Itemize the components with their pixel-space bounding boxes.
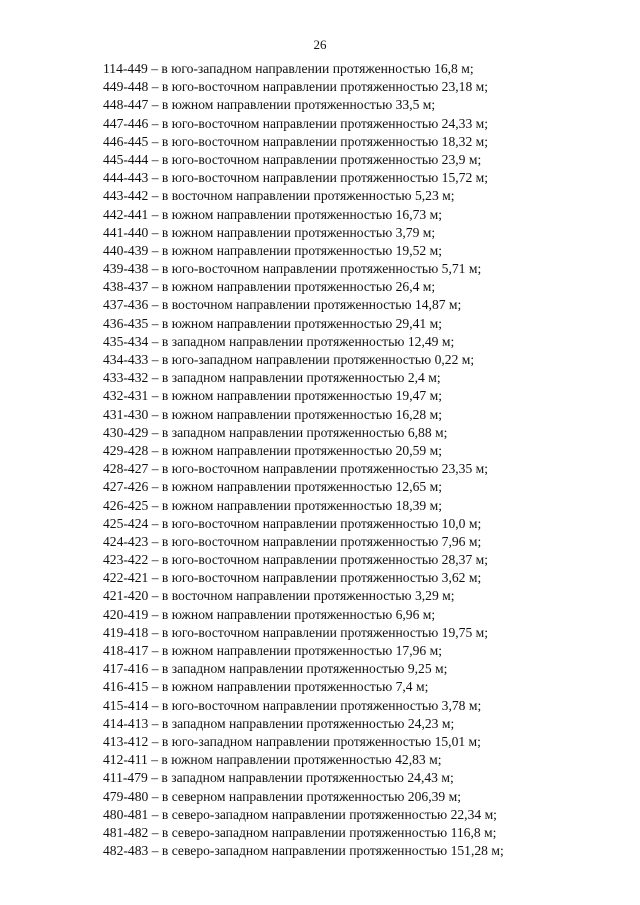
boundary-segment-line: 420-419 – в южном направлении протяженностью 6,96 м; — [103, 606, 436, 622]
boundary-segment-line: 425-424 – в юго-восточном направлении протяженностью 10,0 м; — [103, 515, 482, 531]
boundary-segment-line: 422-421 – в юго-восточном направлении протяженностью 3,62 м; — [103, 570, 482, 586]
boundary-segment-line: 442-441 – в южном направлении протяженностью 16,73 м; — [103, 206, 442, 222]
boundary-segment-line: 412-411 – в южном направлении протяженностью 42,83 м; — [103, 752, 442, 768]
boundary-segment-line: 424-423 – в юго-восточном направлении протяженностью 7,96 м; — [103, 533, 482, 549]
boundary-segment-line: 482-483 – в северо-западном направлении протяженностью 151,28 м; — [103, 843, 504, 859]
boundary-segment-line: 480-481 – в северо-западном направлении протяженностью 22,34 м; — [103, 806, 497, 822]
boundary-segment-line: 428-427 – в юго-восточном направлении протяженностью 23,35 м; — [103, 461, 489, 477]
boundary-segment-line: 440-439 – в южном направлении протяженностью 19,52 м; — [103, 242, 442, 258]
boundary-segment-line: 447-446 – в юго-восточном направлении протяженностью 24,33 м; — [103, 115, 489, 131]
boundary-segment-line: 431-430 – в южном направлении протяженностью 16,28 м; — [103, 406, 442, 422]
boundary-segment-line: 426-425 – в южном направлении протяженностью 18,39 м; — [103, 497, 442, 513]
boundary-segment-line: 114-449 – в юго-западном направлении протяженностью 16,8 м; — [103, 61, 474, 76]
boundary-segment-line: 414-413 – в западном направлении протяженностью 24,23 м; — [103, 715, 455, 731]
boundary-segment-line: 435-434 – в западном направлении протяженностью 12,49 м; — [103, 333, 455, 349]
boundary-segment-line: 430-429 – в западном направлении протяженностью 6,88 м; — [103, 424, 448, 440]
boundary-segment-line: 448-447 – в южном направлении протяженностью 33,5 м; — [103, 97, 436, 113]
boundary-segment-line: 444-443 – в юго-восточном направлении протяженностью 15,72 м; — [103, 170, 489, 186]
boundary-segment-line: 416-415 – в южном направлении протяженностью 7,4 м; — [103, 679, 429, 695]
boundary-segment-line: 439-438 – в юго-восточном направлении протяженностью 5,71 м; — [103, 261, 482, 277]
boundary-segment-line: 481-482 – в северо-западном направлении протяженностью 116,8 м; — [103, 824, 497, 840]
boundary-segment-line: 423-422 – в юго-восточном направлении протяженностью 28,37 м; — [103, 552, 489, 568]
boundary-segment-line: 436-435 – в южном направлении протяженностью 29,41 м; — [103, 315, 442, 331]
boundary-segment-line: 421-420 – в восточном направлении протяженностью 3,29 м; — [103, 588, 455, 604]
page-number: 26 — [313, 37, 327, 52]
boundary-segment-line: 415-414 – в юго-восточном направлении протяженностью 3,78 м; — [103, 697, 482, 713]
boundary-segment-line: 437-436 – в восточном направлении протяженностью 14,87 м; — [103, 297, 462, 313]
boundary-segment-line: 479-480 – в северном направлении протяженностью 206,39 м; — [103, 788, 461, 804]
boundary-segment-line: 427-426 – в южном направлении протяженностью 12,65 м; — [103, 479, 442, 495]
boundary-segment-line: 445-444 – в юго-восточном направлении протяженностью 23,9 м; — [103, 151, 482, 167]
boundary-segment-line: 417-416 – в западном направлении протяженностью 9,25 м; — [103, 661, 448, 677]
boundary-segment-line: 413-412 – в юго-западном направлении протяженностью 15,01 м; — [103, 733, 481, 749]
boundary-segment-line: 419-418 – в юго-восточном направлении протяженностью 19,75 м; — [103, 624, 489, 640]
boundary-segment-line: 443-442 – в восточном направлении протяженностью 5,23 м; — [103, 188, 455, 204]
boundary-segment-line: 446-445 – в юго-восточном направлении протяженностью 18,32 м; — [103, 133, 489, 149]
boundary-segment-line: 433-432 – в западном направлении протяженностью 2,4 м; — [103, 370, 441, 386]
boundary-description-list — [103, 60, 504, 860]
boundary-segment-line: 432-431 – в южном направлении протяженностью 19,47 м; — [103, 388, 442, 404]
boundary-segment-line: 411-479 – в западном направлении протяженностью 24,43 м; — [103, 770, 454, 786]
boundary-segment-line: 449-448 – в юго-восточном направлении протяженностью 23,18 м; — [103, 79, 489, 95]
boundary-segment-line: 434-433 – в юго-западном направлении протяженностью 0,22 м; — [103, 352, 475, 367]
boundary-segment-line: 438-437 – в южном направлении протяженностью 26,4 м; — [103, 279, 436, 295]
boundary-segment-line: 441-440 – в южном направлении протяженностью 3,79 м; — [103, 224, 436, 240]
boundary-segment-line: 429-428 – в южном направлении протяженностью 20,59 м; — [103, 442, 442, 458]
boundary-segment-line: 418-417 – в южном направлении протяженностью 17,96 м; — [103, 643, 442, 658]
